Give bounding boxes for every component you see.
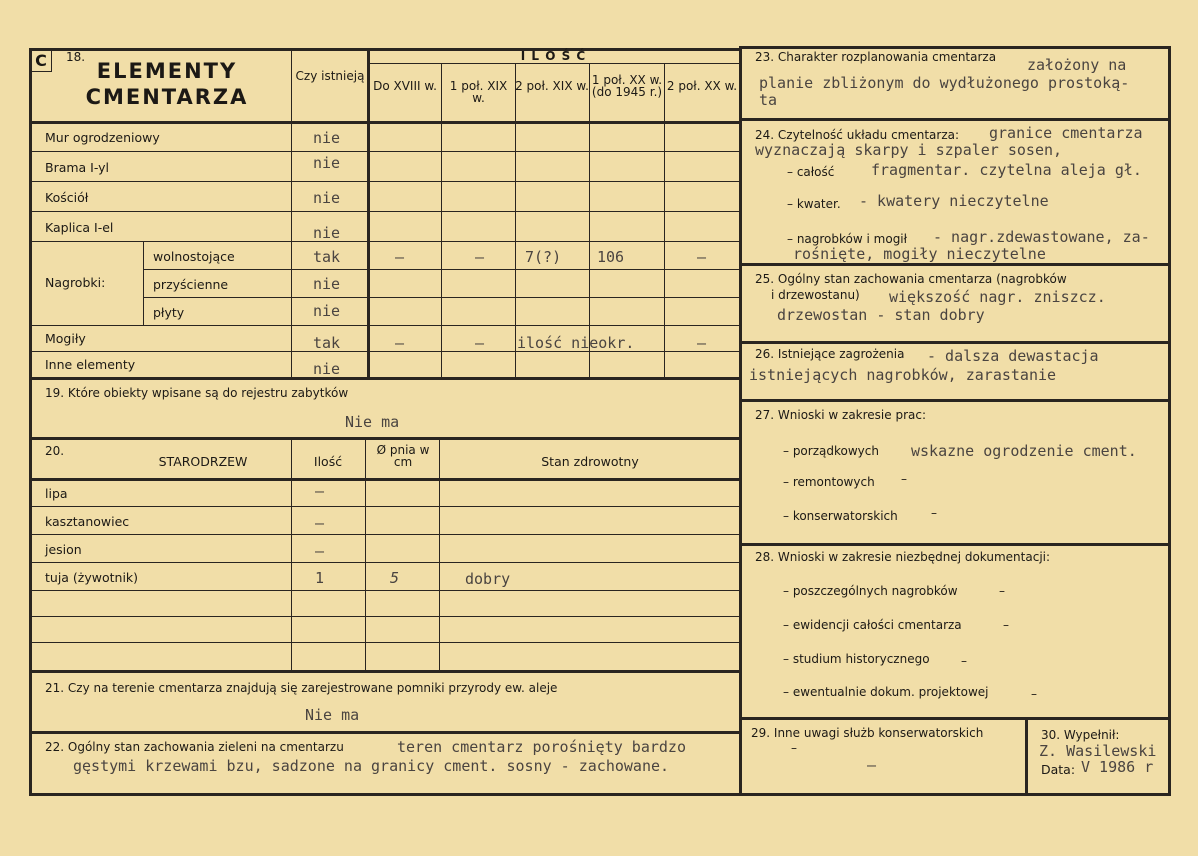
s26-label: 26. Istniejące zagrożenia [755,347,905,361]
row-rule [29,241,740,242]
exists-wolnostojace: tak [313,248,341,266]
tree-row-4-pnia: 5 [390,569,400,587]
s28-label: 28. Wnioski w zakresie niezbędnej dokumentacji: [755,550,1051,564]
s19-value: Nie ma [345,413,400,431]
tree-row-2-name: kasztanowiec [45,514,130,529]
mogily-c5: – [697,334,707,352]
element-mogily-label: Mogiły [45,331,86,346]
wolnostojace-c3: 7(?) [525,248,562,266]
s22-value-line1: teren cmentarz porośnięty bardzo [397,738,686,756]
ilosc-rule [368,63,739,64]
s20-row-rule [29,590,740,591]
s19-label: 19. Które obiekty wpisane są do rejestru zabytków [45,386,349,400]
section-18-title [67,58,267,110]
element-wolnostojace-label: wolnostojące [153,249,235,264]
element-mur-label: Mur ogrodzeniowy [45,130,160,145]
s23-label: 23. Charakter rozplanowania cmentarza [755,50,997,64]
exists-column-header: Czy istnieją [295,69,365,83]
s25-bottom-rule [739,341,1169,344]
s20-col-ilosc: Ilość [313,454,343,469]
s20-row-rule [29,506,740,507]
title-line-2: CMENTARZA [85,85,249,109]
s30-name: Z. Wasilewski [1039,742,1157,760]
section-c-badge: C [30,50,52,72]
s30-label: 30. Wypełnił: [1041,728,1120,742]
s19-bottom-rule [29,437,740,440]
s24-nagr-value2: rośnięte, mogiły nieczytelne [793,245,1046,263]
s20-col-rule-2 [365,437,366,670]
tree-row-4-name: tuja (żywotnik) [45,570,139,585]
s28-item-4-label: – ewentualnie dokum. projektowej [783,685,989,699]
s20-row-rule [29,534,740,535]
wolnostojace-c1: – [395,248,405,266]
wolnostojace-c2: – [475,248,485,266]
tree-row-1-name: lipa [45,486,68,501]
s20-row-rule [29,562,740,563]
s26-value-line2: istniejących nagrobków, zarastanie [749,366,1057,384]
s22-label: 22. Ogólny stan zachowania zieleni na cmentarzu [45,740,344,754]
row-rule [29,211,740,212]
exists-plyty: nie [313,302,341,320]
period-col-3: 2 poł. XIX w. [515,79,589,93]
s28-item-3-value: – [961,654,967,668]
s23-value-line1: założony na [1027,56,1127,74]
s28-item-1-value: – [999,584,1005,598]
exists-inne: nie [313,360,341,378]
element-brama-label: Brama I-yl [45,160,110,175]
s23-value-line3: ta [759,91,778,109]
frame-top-right [739,46,1169,49]
element-kaplica-label: Kaplica I-el [45,220,114,235]
exists-kaplica: nie [313,224,341,242]
s24-value-line1: granice cmentarza [989,124,1143,142]
row-rule [29,377,740,380]
title-line-1: ELEMENTY [96,59,238,83]
s25-label-line2: i drzewostanu) [771,288,860,302]
s28-item-4-value: – [1031,687,1037,701]
frame-left [29,48,32,794]
period-col-5: 2 poł. XX w. [666,79,738,93]
frame-middle [739,46,742,794]
col-rule-exists-left [291,48,292,378]
tree-row-4-ilosc: 1 [315,569,325,587]
s27-porz-value: wskazne ogrodzenie cment. [911,442,1137,460]
ilosc-header: I L O Ś Ć [520,49,587,63]
s23-bottom-rule [739,118,1169,121]
s24-bottom-rule [739,263,1169,266]
s27-rem-label: – remontowych [783,475,875,489]
s28-item-2-label: – ewidencji całości cmentarza [783,618,962,632]
mogily-c1: – [395,334,405,352]
s20-header-rule [29,478,740,481]
frame-right [1168,46,1171,796]
element-kosciol-label: Kościół [45,190,89,205]
col-rule-exists-right [367,48,370,378]
s24-calosc-label: – całość [787,165,835,179]
s20-col-rule-3 [439,437,440,670]
s21-label: 21. Czy na terenie cmentarza znajdują się zarejestrowane pomniki przyrody ew. aleje [45,681,558,695]
s30-date-label: Data: [1041,762,1076,777]
s20-col-rule-1 [291,437,292,670]
s20-col-stan: Stan zdrowotny [541,454,639,469]
col-rule-5 [664,63,665,378]
s23-value-line2: planie zbliżonym do wydłużonego prostoką- [759,74,1130,92]
s25-value-line1: większość nagr. zniszcz. [889,288,1106,306]
s27-kons-value: – [931,506,937,520]
section-18-number: 18. [66,50,86,64]
s27-porz-label: – porządkowych [783,444,879,458]
s24-kwater-label: – kwater. [787,197,841,211]
tree-row-3-name: jesion [45,542,82,557]
tree-row-3-ilosc: – [315,542,325,560]
element-przyscienne-label: przyścienne [153,277,229,292]
s27-rem-value: – [901,472,907,486]
s29-value-1: – [791,741,797,755]
col-rule-2 [441,63,442,378]
s29-s30-divider [1025,717,1028,794]
s28-bottom-rule [739,717,1169,720]
period-col-4: 1 poł. XX w. (do 1945 r.) [591,73,663,99]
s28-item-2-value: – [1003,618,1009,632]
s29-value-2: – [867,756,877,774]
s28-item-3-label: – studium historycznego [783,652,930,666]
element-plyty-label: płyty [153,305,185,320]
tree-row-4-stan: dobry [465,570,511,588]
s24-label: 24. Czytelność układu cmentarza: [755,128,960,142]
period-col-1: Do XVIII w. [373,79,437,93]
row-rule [143,297,740,298]
exists-przyscienne: nie [313,275,341,293]
wolnostojace-c4: 106 [597,248,625,266]
s24-nagr-value1: - nagr.zdewastowane, za- [933,228,1150,246]
s21-value: Nie ma [305,706,360,724]
s24-nagr-label: – nagrobków i mogił [787,232,908,246]
s20-bottom-rule [29,670,740,673]
s25-value-line2: drzewostan - stan dobry [777,306,985,324]
s24-calosc-value: fragmentar. czytelna aleja gł. [871,161,1142,179]
exists-brama: nie [313,154,341,172]
s27-label: 27. Wnioski w zakresie prac: [755,408,927,422]
s20-row-rule [29,616,740,617]
wolnostojace-c5: – [697,248,707,266]
s29-label: 29. Inne uwagi służb konserwatorskich [751,726,984,740]
s28-item-1-label: – poszczególnych nagrobków [783,584,958,598]
tree-row-1-ilosc: – [315,482,325,500]
tree-row-2-ilosc: – [315,514,325,532]
row-rule [143,269,740,270]
s20-title: STARODRZEW [158,454,248,469]
s26-bottom-rule [739,399,1169,402]
s21-bottom-rule [29,731,740,734]
col-rule-4 [589,63,590,378]
nagrobki-subcol-rule [143,241,144,326]
row-rule [29,151,740,152]
mogily-c3: ilość nieokr. [517,334,635,352]
exists-kosciol: nie [313,189,341,207]
frame-bottom [29,793,1170,796]
s25-label-line1: 25. Ogólny stan zachowania cmentarza (nagrobków [755,272,1067,286]
element-inne-label: Inne elementy [45,357,136,372]
col-rule-3 [515,63,516,378]
header-bottom-rule [29,121,740,124]
s24-value-line2: wyznaczają skarpy i szpaler sosen, [755,141,1063,159]
exists-mur: nie [313,129,341,147]
s27-bottom-rule [739,543,1169,546]
exists-mogily: tak [313,334,341,352]
row-rule [29,181,740,182]
cemetery-form-card [25,44,1173,796]
row-rule [29,325,740,326]
s20-row-rule [29,642,740,643]
nagrobki-label: Nagrobki: [45,275,106,290]
s26-value-line1: - dalsza dewastacja [927,347,1099,365]
s30-date-value: V 1986 r [1081,758,1154,776]
s24-kwater-value: - kwatery nieczytelne [859,192,1049,210]
s27-kons-label: – konserwatorskich [783,509,898,523]
period-col-2: 1 poł. XIX w. [449,79,508,105]
s20-number: 20. [45,444,65,458]
s20-col-pnia: Ø pnia w cm [376,443,430,469]
s22-value-line2: gęstymi krzewami bzu, sadzone na granicy cment. sosny - zachowane. [73,757,670,775]
mogily-c2: – [475,334,485,352]
